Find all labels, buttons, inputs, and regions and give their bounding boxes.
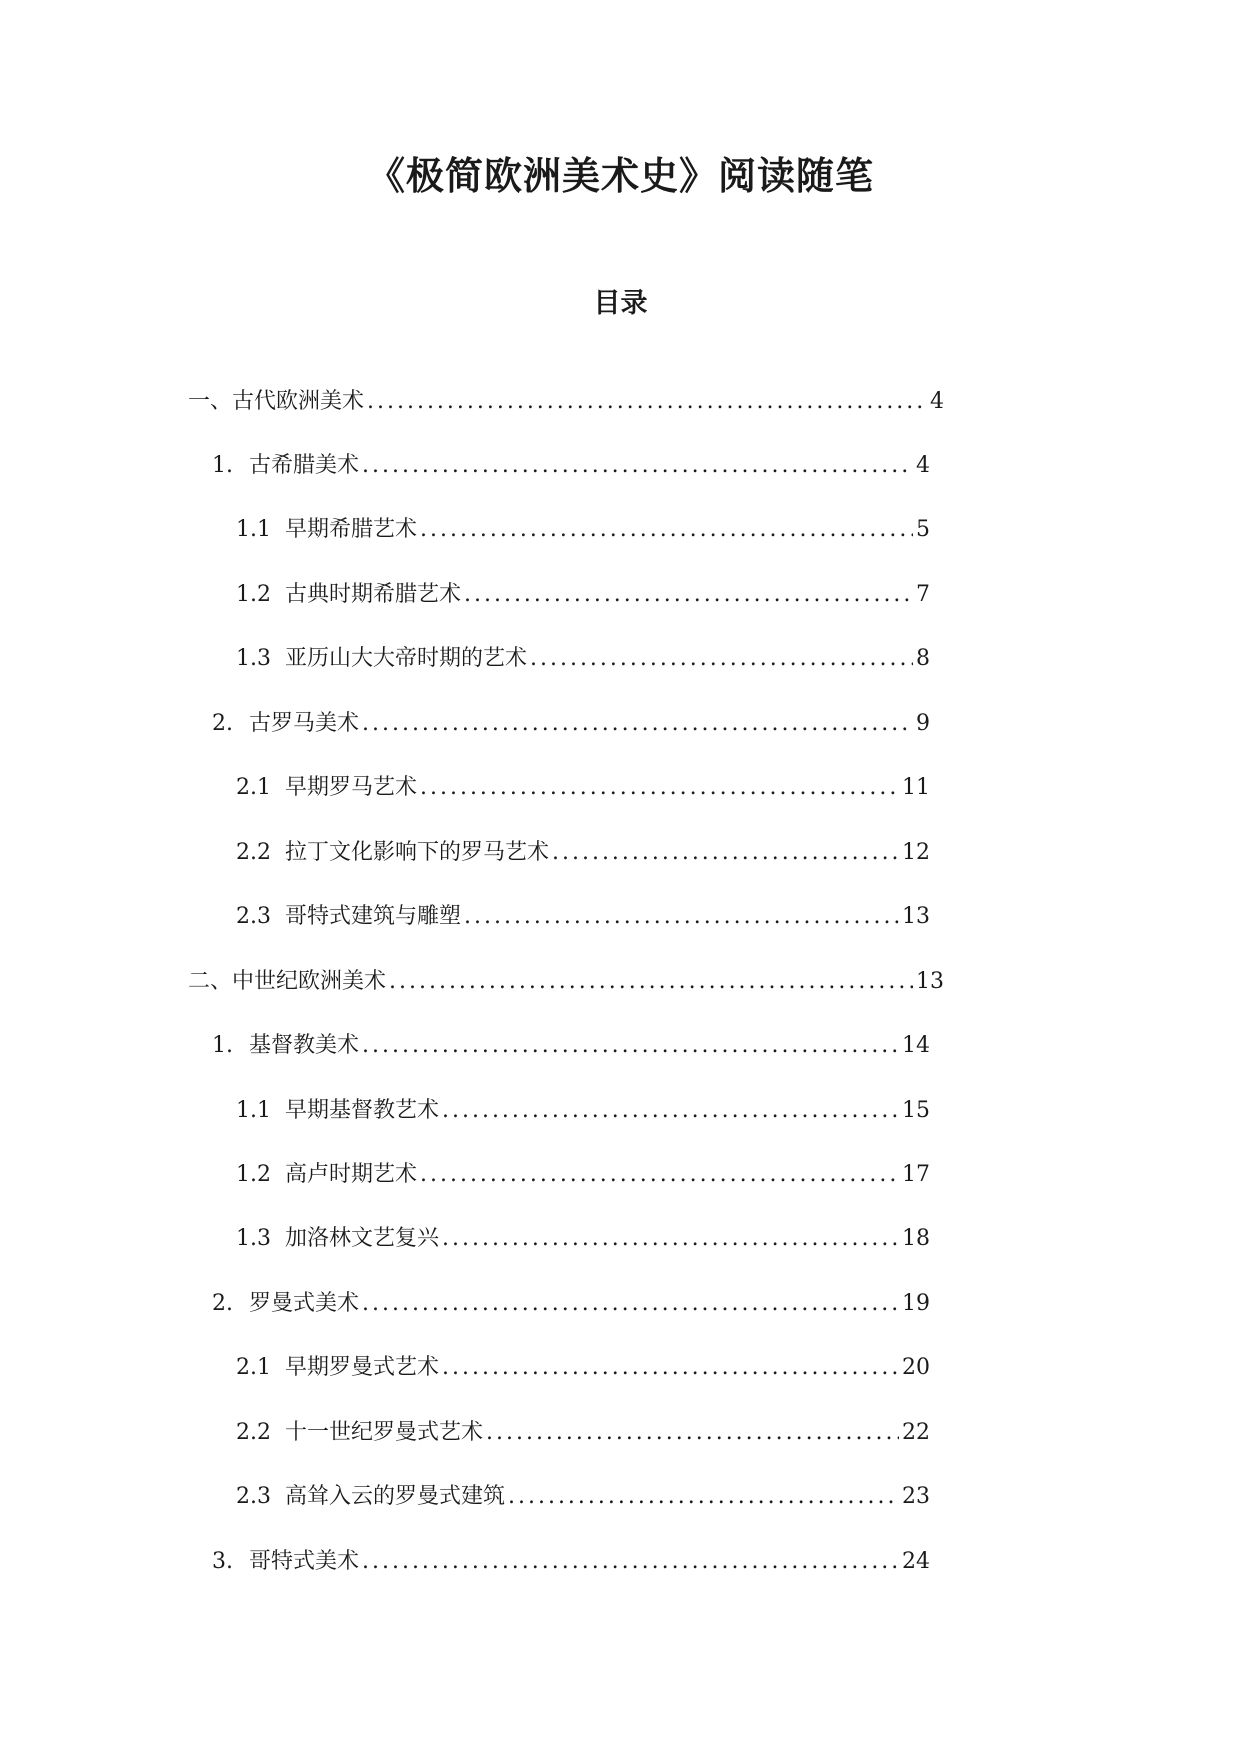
toc-entry-title: 古罗马美术 — [249, 711, 360, 736]
toc-entry-title: 中世纪欧洲美术 — [232, 969, 387, 994]
toc-dot-leader — [420, 770, 899, 806]
toc-entry-page: 13 — [902, 904, 930, 929]
toc-entry-number: 2.3 — [236, 904, 271, 929]
toc-dot-leader — [420, 1157, 899, 1193]
toc-entry-number: 2.1 — [236, 775, 271, 800]
toc-entry-page: 23 — [902, 1484, 930, 1509]
toc-entry-number: 一、 — [188, 389, 233, 414]
toc-entry[interactable] — [188, 964, 944, 1000]
toc-entry-page: 5 — [916, 517, 930, 542]
toc-entry-title: 拉丁文化影响下的罗马艺术 — [285, 840, 550, 865]
toc-entry[interactable] — [236, 899, 930, 935]
toc-entry-title: 早期罗马艺术 — [285, 775, 418, 800]
toc-entry[interactable] — [236, 1479, 930, 1515]
toc-dot-leader — [486, 1415, 899, 1451]
toc-dot-leader — [362, 706, 913, 742]
toc-entry-title: 高耸入云的罗曼式建筑 — [285, 1484, 506, 1509]
toc-dot-leader — [362, 1286, 899, 1322]
toc-entry[interactable] — [236, 1350, 930, 1386]
toc-dot-leader — [389, 964, 913, 1000]
toc-dot-leader — [530, 641, 913, 677]
toc-entry-page: 20 — [902, 1355, 930, 1380]
toc-entry-page: 17 — [902, 1162, 930, 1187]
toc-entry-title: 哥特式建筑与雕塑 — [285, 904, 462, 929]
toc-entry-number: 1.1 — [236, 517, 271, 542]
toc-entry-title: 古代欧洲美术 — [232, 389, 365, 414]
toc-entry-title: 古典时期希腊艺术 — [285, 582, 462, 607]
toc-dot-leader — [362, 1028, 899, 1064]
toc-entry[interactable] — [212, 1028, 930, 1064]
toc-entry-title: 哥特式美术 — [249, 1549, 360, 1574]
toc-entry-title: 基督教美术 — [249, 1033, 360, 1058]
toc-entry-page: 15 — [902, 1098, 930, 1123]
toc-entry-number: 2. — [212, 1291, 233, 1316]
toc-dot-leader — [362, 1544, 899, 1580]
toc-dot-leader — [552, 835, 899, 871]
toc-dot-leader — [367, 384, 927, 420]
toc-dot-leader — [442, 1093, 899, 1129]
toc-entry-page: 19 — [902, 1291, 930, 1316]
toc-entry-number: 2.1 — [236, 1355, 271, 1380]
toc-entry-number: 1. — [212, 453, 233, 478]
toc-entry-title: 高卢时期艺术 — [285, 1162, 418, 1187]
document-title: 《极简欧洲美术史》阅读随笔 — [366, 153, 874, 198]
toc-entry-title: 十一世纪罗曼式艺术 — [285, 1420, 484, 1445]
toc-entry-page: 24 — [902, 1549, 930, 1574]
toc-entry-page: 22 — [902, 1420, 930, 1445]
toc-entry[interactable] — [236, 641, 930, 677]
toc-dot-leader — [442, 1350, 899, 1386]
toc-dot-leader — [464, 577, 913, 613]
toc-entry-page: 13 — [916, 969, 944, 994]
toc-entry[interactable] — [212, 706, 930, 742]
toc-entry-page: 9 — [916, 711, 930, 736]
toc-entry-number: 2.2 — [236, 1420, 271, 1445]
toc-entry-page: 8 — [916, 646, 930, 671]
toc-entry-page: 18 — [902, 1226, 930, 1251]
toc-entry[interactable] — [236, 770, 930, 806]
toc-entry-page: 14 — [902, 1033, 930, 1058]
toc-dot-leader — [464, 899, 899, 935]
toc-entry-title: 古希腊美术 — [249, 453, 360, 478]
toc-entry[interactable] — [236, 1157, 930, 1193]
toc-entry-page: 7 — [916, 582, 930, 607]
toc-entry-number: 1.3 — [236, 646, 271, 671]
toc-entry-page: 12 — [902, 840, 930, 865]
toc-dot-leader — [420, 512, 913, 548]
toc-entry[interactable] — [236, 1093, 930, 1129]
toc-entry-title: 早期基督教艺术 — [285, 1098, 440, 1123]
toc-entry-number: 1.2 — [236, 1162, 271, 1187]
toc-entry-page: 11 — [902, 775, 930, 800]
toc-entry-number: 3. — [212, 1549, 233, 1574]
toc-heading: 目录 — [593, 288, 648, 319]
toc-entry-title: 亚历山大大帝时期的艺术 — [285, 646, 528, 671]
toc-entry[interactable] — [236, 1221, 930, 1257]
toc-entry-number: 2.3 — [236, 1484, 271, 1509]
toc-dot-leader — [508, 1479, 899, 1515]
toc-entry[interactable] — [236, 1415, 930, 1451]
toc-entry-title: 早期罗曼式艺术 — [285, 1355, 440, 1380]
toc-entry-number: 1. — [212, 1033, 233, 1058]
toc-entry-page: 4 — [930, 389, 944, 414]
toc-entry[interactable] — [236, 835, 930, 871]
toc-entry-page: 4 — [916, 453, 930, 478]
toc-entry-number: 二、 — [188, 969, 233, 994]
toc-entry-title: 罗曼式美术 — [249, 1291, 360, 1316]
toc-entry-number: 1.2 — [236, 582, 271, 607]
toc-entry[interactable] — [236, 577, 930, 613]
toc-entry[interactable] — [212, 1544, 930, 1580]
toc-dot-leader — [362, 448, 913, 484]
toc-entry-title: 早期希腊艺术 — [285, 517, 418, 542]
toc-entry-title: 加洛林文艺复兴 — [285, 1226, 440, 1251]
toc-entry[interactable] — [188, 384, 944, 420]
toc-entry-number: 2.2 — [236, 840, 271, 865]
toc-entry[interactable] — [236, 512, 930, 548]
toc-entry-number: 2. — [212, 711, 233, 736]
toc-entry-number: 1.3 — [236, 1226, 271, 1251]
toc-entry[interactable] — [212, 448, 930, 484]
toc-entry-number: 1.1 — [236, 1098, 271, 1123]
toc-entry[interactable] — [212, 1286, 930, 1322]
toc-dot-leader — [442, 1221, 899, 1257]
